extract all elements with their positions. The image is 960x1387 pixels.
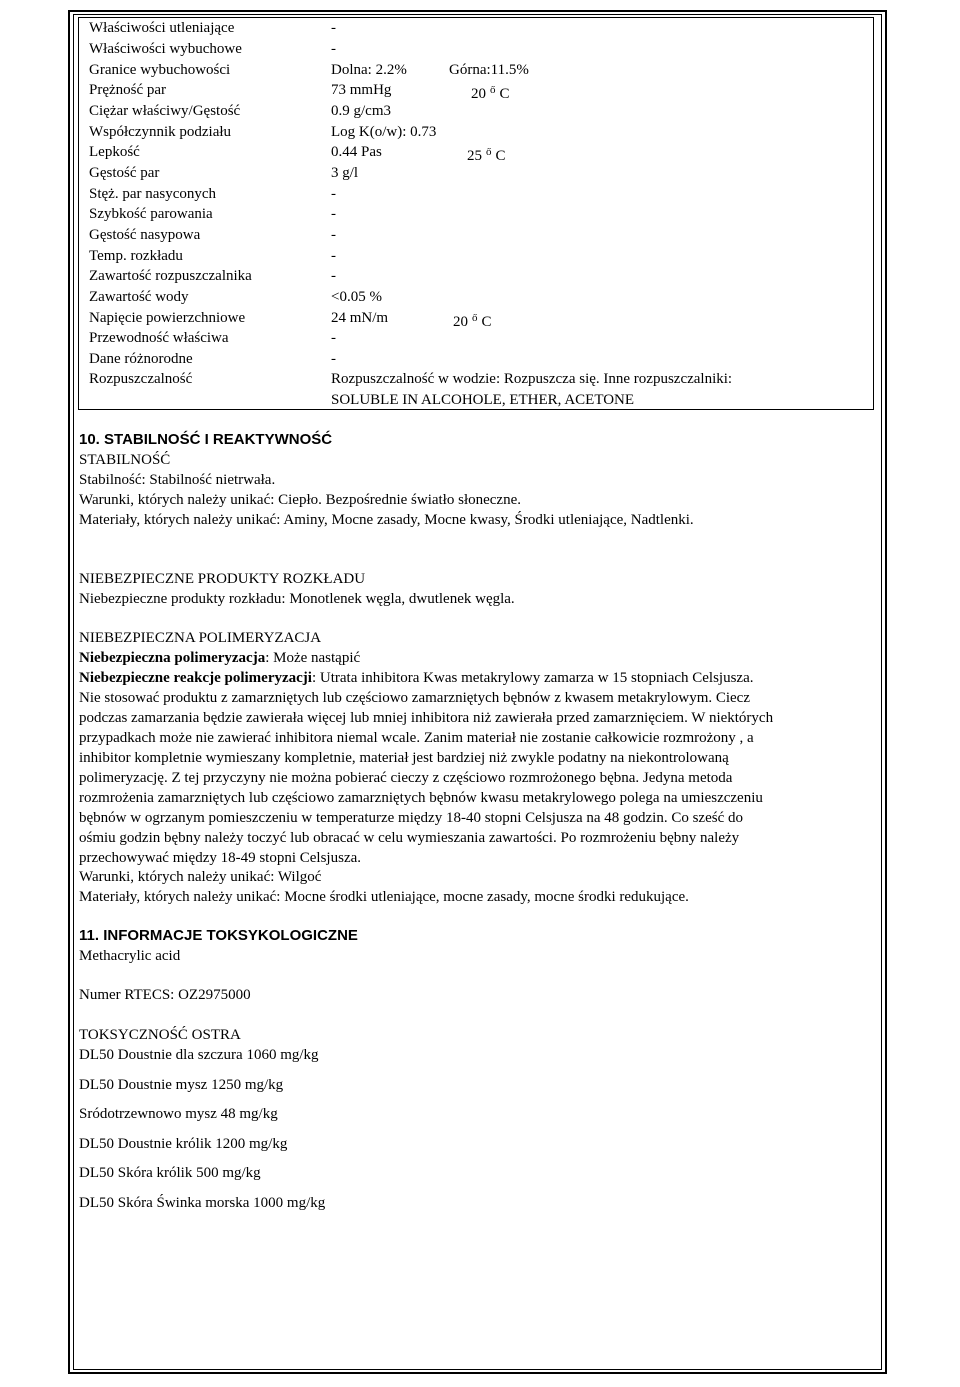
property-label: Stęż. par nasyconych bbox=[89, 186, 217, 202]
paragraph-line: inhibitor kompletnie wymieszany kompletnie, materiał jest bardziej niż zwykle podatny na niekontrolowaną bbox=[79, 750, 729, 766]
acute-toxicity-heading: TOKSYCZNOŚĆ OSTRA bbox=[79, 1027, 241, 1043]
property-label: Właściwości wybuchowe bbox=[89, 41, 242, 57]
substance-name: Methacrylic acid bbox=[79, 948, 181, 964]
property-value: 0.44 Pas bbox=[331, 144, 382, 160]
property-value: 24 mN/m bbox=[331, 310, 389, 326]
toxicity-item: DL50 Skóra królik 500 mg/kg bbox=[79, 1165, 261, 1181]
property-value: - bbox=[331, 330, 336, 346]
property-label: Gęstość par bbox=[89, 165, 160, 181]
toxicity-item: DL50 Doustnie dla szczura 1060 mg/kg bbox=[79, 1047, 319, 1063]
section-11-title: 11. INFORMACJE TOKSYKOLOGICZNE bbox=[79, 927, 358, 944]
toxicity-item: DL50 Doustnie królik 1200 mg/kg bbox=[79, 1136, 288, 1152]
property-label: Współczynnik podziału bbox=[89, 124, 232, 140]
property-label: Rozpuszczalność bbox=[89, 371, 193, 387]
property-label: Lepkość bbox=[89, 144, 140, 160]
polymerization-label: Niebezpieczna polimeryzacja bbox=[79, 650, 266, 666]
paragraph-line: ośmiu godzin bębny należy toczyć lub obracać w celu wymieszania zawartości. Po rozmrożeniu bębny należy bbox=[79, 830, 740, 846]
reactions-label: Niebezpieczne reakcje polimeryzacji bbox=[79, 670, 312, 686]
property-value: Rozpuszczalność w wodzie: Rozpuszcza się. Inne rozpuszczalniki: bbox=[331, 371, 733, 387]
toxicity-item: Sródotrzewnowo mysz 48 mg/kg bbox=[79, 1106, 278, 1122]
toxicity-item: DL50 Skóra Świnka morska 1000 mg/kg bbox=[79, 1195, 326, 1211]
property-value: <0.05 % bbox=[331, 289, 382, 305]
property-value: - bbox=[331, 41, 336, 57]
property-value: - bbox=[331, 206, 336, 222]
polymerization-line bbox=[79, 648, 360, 668]
property-value: - bbox=[331, 186, 336, 202]
conditions-to-avoid-2: Warunki, których należy unikać: Wilgoć bbox=[79, 869, 322, 885]
property-value: - bbox=[331, 268, 336, 284]
property-condition: 20 ő C bbox=[471, 80, 510, 104]
property-value: 3 g/l bbox=[331, 165, 359, 181]
decomposition-line: Niebezpieczne produkty rozkładu: Monotlenek węgla, dwutlenek węgla. bbox=[79, 591, 515, 607]
property-label: Granice wybuchowości bbox=[89, 62, 231, 78]
property-value: Dolna: 2.2% bbox=[331, 62, 407, 78]
decomposition-heading: NIEBEZPIECZNE PRODUKTY ROZKŁADU bbox=[79, 571, 366, 587]
degree-icon: ő bbox=[472, 312, 478, 324]
paragraph-line: przypadkach może nie zawierać inhibitora niemal wcale. Zanim materiał nie zostanie całkowicie rozmrożony , a bbox=[79, 730, 754, 746]
section-10-title: 10. STABILNOŚĆ I REAKTYWNOŚĆ bbox=[79, 431, 333, 448]
property-condition: Górna:11.5% bbox=[449, 62, 529, 78]
polymerization-heading: NIEBEZPIECZNA POLIMERYZACJA bbox=[79, 630, 322, 646]
property-value: 0.9 g/cm3 bbox=[331, 103, 391, 119]
property-label: Gęstość nasypowa bbox=[89, 227, 201, 243]
conditions-to-avoid: Warunki, których należy unikać: Ciepło. Bezpośrednie światło słoneczne. bbox=[79, 492, 521, 508]
property-label: Zawartość rozpuszczalnika bbox=[89, 268, 252, 284]
paragraph-line: bębnów w ogrzanym pomieszczeniu w temperaturze między 18-40 stopni Celsjusza na 48 godzin. Co sześć do bbox=[79, 810, 743, 826]
reactions-value: : Utrata inhibitora Kwas metakrylowy zamarza w 15 stopniach Celsjusza. bbox=[311, 670, 754, 686]
property-value: - bbox=[331, 351, 336, 367]
property-label: Zawartość wody bbox=[89, 289, 189, 305]
property-label: Napięcie powierzchniowe bbox=[89, 310, 246, 326]
materials-to-avoid-2: Materiały, których należy unikać: Mocne środki utleniające, mocne zasady, mocne środki redukujące. bbox=[79, 889, 689, 905]
paragraph-line: podczas zamarzania będzie zawierała więcej lub mniej inhibitora niż zawierała przed zamarznięciem. W niektórych bbox=[79, 710, 774, 726]
degree-icon: ő bbox=[490, 84, 496, 96]
toxicity-item: DL50 Doustnie mysz 1250 mg/kg bbox=[79, 1077, 284, 1093]
paragraph-line: Nie stosować produktu z zamarzniętych lub częściowo zamarzniętych bębnów z kwasem metakrylowym. Ciecz bbox=[79, 690, 751, 706]
property-label: Szybkość parowania bbox=[89, 206, 213, 222]
materials-to-avoid: Materiały, których należy unikać: Aminy, Mocne zasady, Mocne kwasy, Środki utleniające, Nadtlenki. bbox=[79, 512, 694, 528]
property-label: Temp. rozkładu bbox=[89, 248, 183, 264]
paragraph-line: rozmrożenia zamarzniętych lub częściowo zamarzniętych bębnów kwasu metakrylowego polega na umieszczeniu bbox=[79, 790, 763, 806]
stability-heading: STABILNOŚĆ bbox=[79, 452, 171, 468]
paragraph-line: polimeryzację. Z tej przyczyny nie można pobierać cieczy z częściowo rozmrożonego bębna. Jedyna metoda bbox=[79, 770, 733, 786]
property-value: - bbox=[331, 227, 336, 243]
property-value: Log K(o/w): 0.73 bbox=[331, 124, 437, 140]
rtecs-number: Numer RTECS: OZ2975000 bbox=[79, 987, 251, 1003]
property-value: 73 mmHg bbox=[331, 82, 392, 98]
property-label: Ciężar właściwy/Gęstość bbox=[89, 103, 241, 119]
property-label: Właściwości utleniające bbox=[89, 20, 235, 36]
polymerization-value: : Może nastąpić bbox=[265, 650, 361, 666]
property-label: Dane różnorodne bbox=[89, 351, 193, 367]
polymerization-reactions-line bbox=[79, 668, 754, 688]
solubility-line-2: SOLUBLE IN ALCOHOLE, ETHER, ACETONE bbox=[331, 392, 635, 408]
property-label: Prężność par bbox=[89, 82, 167, 98]
properties-table bbox=[78, 17, 874, 410]
property-condition: 20 ő C bbox=[453, 308, 492, 332]
property-value: - bbox=[331, 248, 336, 264]
property-label: Przewodność właściwa bbox=[89, 330, 229, 346]
stability-line: Stabilność: Stabilność nietrwała. bbox=[79, 472, 276, 488]
property-value: - bbox=[331, 20, 336, 36]
paragraph-line: przechowywać między 18-49 stopni Celsjusza. bbox=[79, 850, 362, 866]
degree-icon: ő bbox=[486, 146, 492, 158]
property-condition: 25 ő C bbox=[467, 142, 506, 166]
